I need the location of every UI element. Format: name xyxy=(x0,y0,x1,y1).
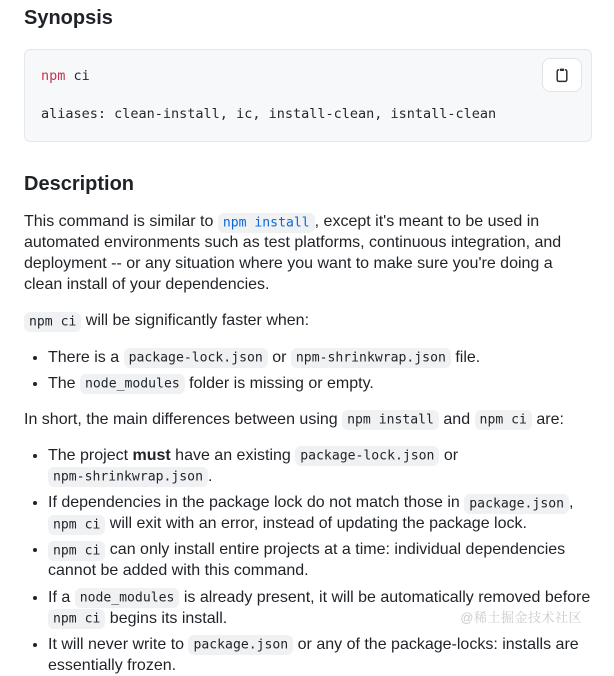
bullet-list xyxy=(24,347,592,394)
inline-code-link[interactable]: npm install xyxy=(218,213,315,233)
text-run: or xyxy=(439,446,459,464)
text-run: can only install entire projects at a time: individual dependencies cannot be added with this command. xyxy=(48,541,566,580)
text-run: If a xyxy=(48,588,75,606)
inline-code: npm ci xyxy=(48,609,105,629)
command-token: npm xyxy=(41,68,66,84)
bold-text: must xyxy=(132,446,171,464)
inline-code: npm ci xyxy=(48,541,105,561)
list-item xyxy=(48,492,592,534)
inline-code: npm ci xyxy=(475,410,532,430)
text-run: , xyxy=(569,494,574,512)
inline-code: node_modules xyxy=(80,374,185,394)
paragraph xyxy=(24,409,592,430)
list-item xyxy=(48,445,592,487)
paragraph xyxy=(24,211,592,295)
text-run: will be significantly faster when: xyxy=(81,312,310,330)
inline-code: package-lock.json xyxy=(124,348,268,368)
list-item xyxy=(48,347,592,368)
code-line-command xyxy=(41,67,575,86)
inline-code: node_modules xyxy=(75,588,180,608)
text-run: and xyxy=(438,410,475,428)
text-run: There is a xyxy=(48,348,124,366)
text-run: This command is similar to xyxy=(24,213,218,230)
text-run: In short, the main differences between using xyxy=(24,410,343,428)
list-item xyxy=(48,634,592,676)
copy-button[interactable] xyxy=(542,58,582,92)
list-item xyxy=(48,539,592,581)
text-run: or xyxy=(267,348,291,366)
text-run: begins its install. xyxy=(105,609,228,627)
text-run: , except it's meant to be used in automated environments such as test platforms, continuous integration, and deployment -- or any situation where you want to make sure you're doing a clean install of your dependencies. xyxy=(24,213,562,294)
text-run: is already present, it will be automatically removed before xyxy=(179,588,591,606)
text-run: The project xyxy=(48,446,133,464)
description-heading: Description xyxy=(24,173,135,195)
text-run: The xyxy=(48,374,81,392)
inline-code: npm-shrinkwrap.json xyxy=(48,467,208,487)
synopsis-code-block xyxy=(24,49,592,142)
paragraph xyxy=(24,310,592,331)
inline-code: npm install xyxy=(342,410,439,430)
inline-code: package.json xyxy=(464,494,569,514)
inline-code: package.json xyxy=(188,635,293,655)
text-run: folder is missing or empty. xyxy=(184,374,374,392)
inline-code: npm-shrinkwrap.json xyxy=(291,348,451,368)
text-run: It will never write to xyxy=(48,635,189,653)
text-run: are: xyxy=(531,410,564,428)
text-run: or any of the package-locks: installs are essentially frozen. xyxy=(48,635,579,674)
synopsis-heading: Synopsis xyxy=(24,7,113,29)
text-run: will exit with an error, instead of updating the package lock. xyxy=(105,515,527,533)
bullet-list xyxy=(24,445,592,676)
text-run: If dependencies in the package lock do not match those in xyxy=(48,494,465,512)
code-line-aliases: aliases: clean-install, ic, install-clean, isntall-clean xyxy=(41,106,497,122)
text-run: ci xyxy=(65,68,90,84)
text-run: have an existing xyxy=(170,446,296,464)
inline-code: npm ci xyxy=(48,515,105,535)
list-item xyxy=(48,373,592,394)
inline-code: npm ci xyxy=(24,312,81,332)
watermark: @稀土掘金技术社区 xyxy=(460,610,582,625)
text-run: . xyxy=(207,467,213,485)
inline-code: package-lock.json xyxy=(295,446,439,466)
text-run: file. xyxy=(450,348,481,366)
clipboard-icon xyxy=(554,67,570,83)
